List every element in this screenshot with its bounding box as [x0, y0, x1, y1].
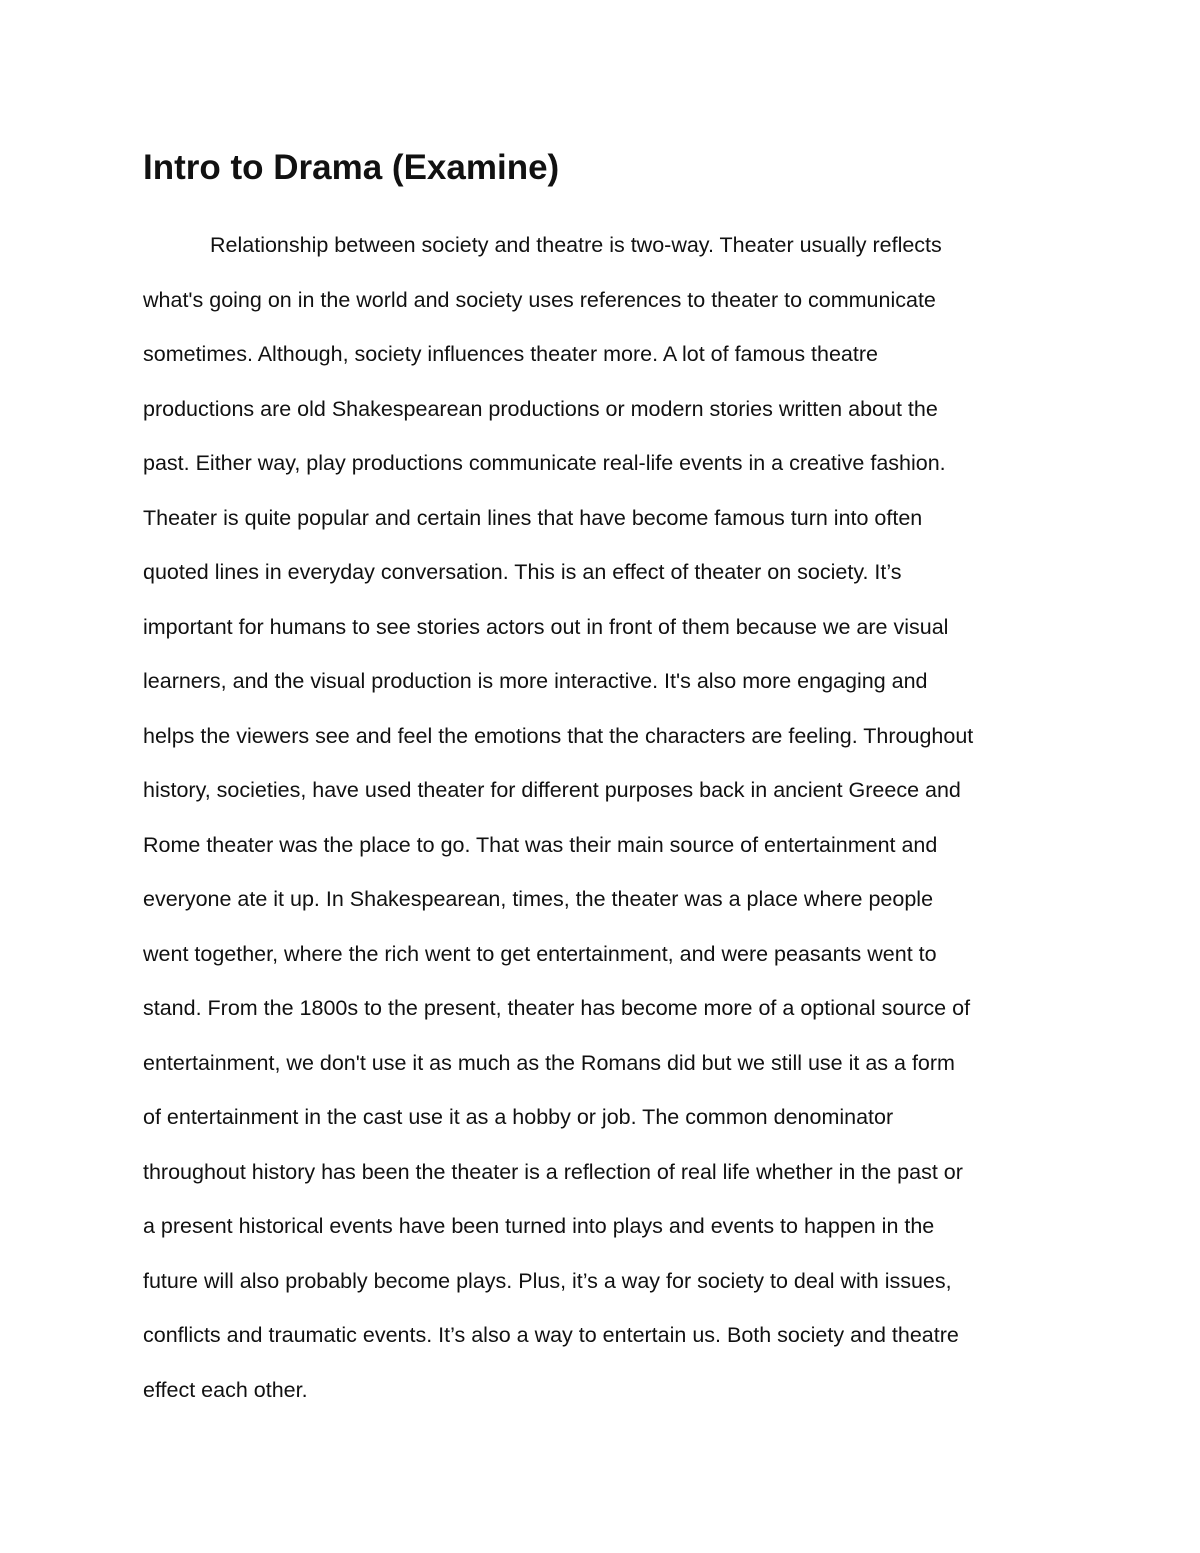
paragraph-line: entertainment, we don't use it as much as the Romans did but we still use it as a form [143, 1050, 955, 1075]
paragraph-line: productions are old Shakespearean productions or modern stories written about the [143, 396, 938, 421]
paragraph-line: learners, and the visual production is more interactive. It's also more engaging and [143, 669, 928, 693]
paragraph-line: past. Either way, play productions communicate real-life events in a creative fashion. [143, 451, 946, 475]
paragraph-line: important for humans to see stories actors out in front of them because we are visual [143, 614, 949, 639]
paragraph-line: throughout history has been the theater is a reflection of real life whether in the past or [143, 1159, 963, 1184]
body-paragraph [143, 218, 1103, 1417]
paragraph-line: Relationship between society and theatre is two-way. Theater usually reflects [210, 233, 942, 257]
paragraph-line: everyone ate it up. In Shakespearean, times, the theater was a place where people [143, 887, 934, 911]
paragraph-line: sometimes. Although, society influences theater more. A lot of famous theatre [143, 342, 878, 366]
paragraph-line: of entertainment in the cast use it as a hobby or job. The common denominator [143, 1105, 894, 1129]
paragraph-line: a present historical events have been turned into plays and events to happen in the [143, 1214, 935, 1238]
paragraph-line: effect each other. [143, 1377, 308, 1402]
paragraph-line: history, societies, have used theater for different purposes back in ancient Greece and [143, 778, 961, 802]
paragraph-line: conflicts and traumatic events. It’s also a way to entertain us. Both society and theatre [143, 1323, 959, 1347]
paragraph-line: stand. From the 1800s to the present, theater has become more of a optional source of [143, 996, 971, 1020]
paragraph-line: helps the viewers see and feel the emotions that the characters are feeling. Throughout [143, 723, 974, 748]
paragraph-line: went together, where the rich went to get entertainment, and were peasants went to [143, 941, 937, 966]
paragraph-line: Rome theater was the place to go. That was their main source of entertainment and [143, 832, 938, 857]
paragraph-line: quoted lines in everyday conversation. This is an effect of theater on society. It’s [143, 560, 902, 584]
paragraph-line: future will also probably become plays. Plus, it’s a way for society to deal with issues, [143, 1268, 952, 1293]
document-title: Intro to Drama (Examine) [143, 148, 560, 187]
paragraph-line: Theater is quite popular and certain lines that have become famous turn into often [143, 505, 923, 530]
paragraph-line: what's going on in the world and society uses references to theater to communicate [143, 287, 936, 312]
